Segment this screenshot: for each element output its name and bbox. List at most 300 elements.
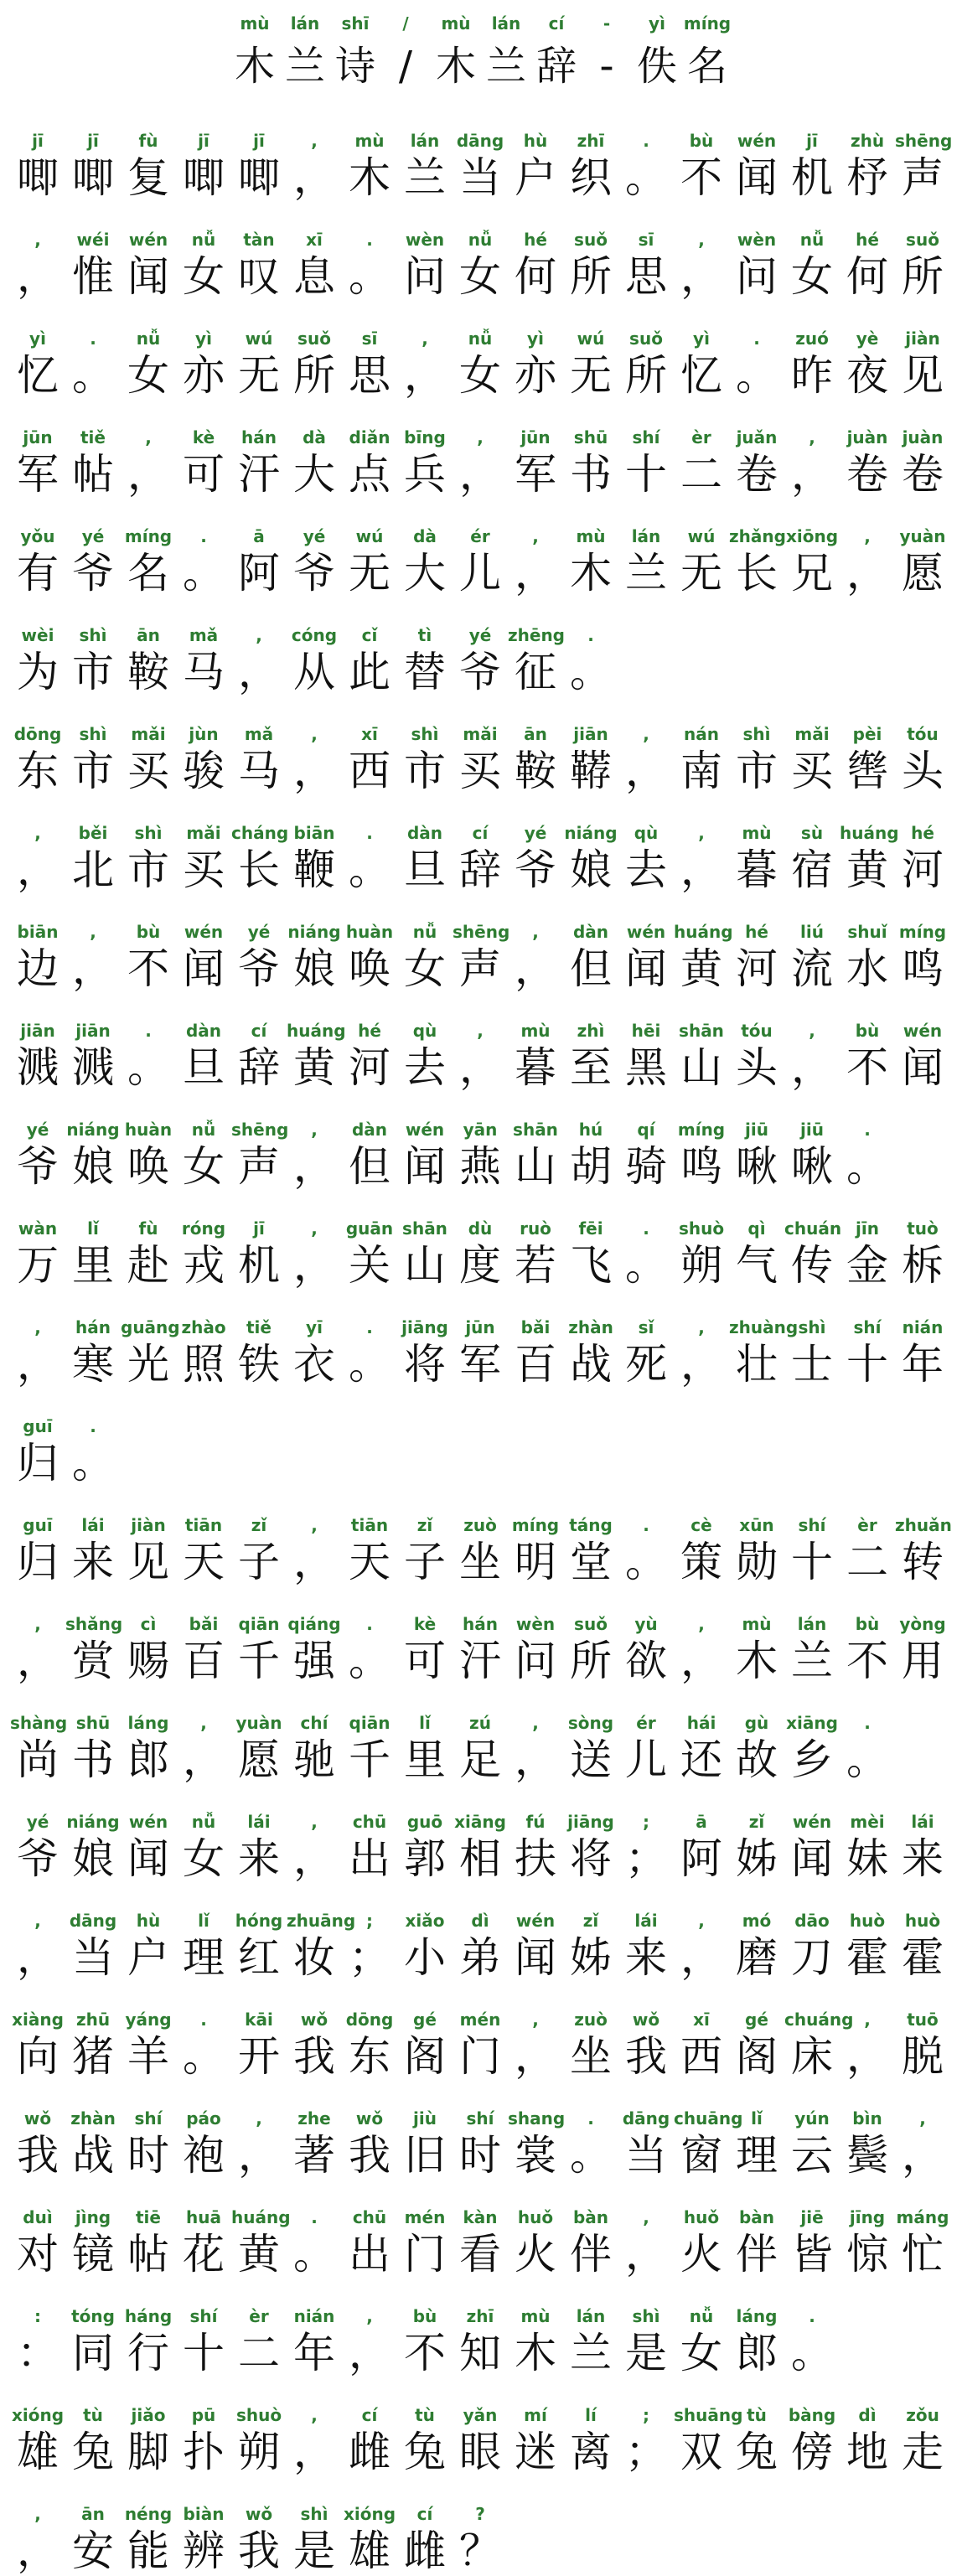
pinyin-label: mù bbox=[520, 2306, 551, 2326]
pinyin-label: yuàn bbox=[899, 526, 946, 546]
pinyin-label: xūn bbox=[739, 1515, 774, 1535]
hanzi-character: 边 bbox=[17, 944, 59, 993]
pinyin-label: qiān bbox=[349, 1713, 390, 1733]
hanzi-character: ， bbox=[238, 648, 280, 696]
title-character: 名 bbox=[686, 43, 727, 90]
pinyin-label: yǒu bbox=[20, 526, 55, 546]
hanzi-character: 衣 bbox=[293, 1340, 335, 1389]
hanzi-character: 扑 bbox=[183, 2428, 225, 2476]
hanzi-character: 但 bbox=[570, 944, 612, 993]
hanzi-character: 忆 bbox=[680, 351, 722, 400]
hanzi-character: 对 bbox=[17, 2230, 59, 2279]
pinyin-label: hé bbox=[856, 230, 879, 250]
hanzi-character: 帖 bbox=[72, 450, 114, 499]
hanzi-character: 霍 bbox=[846, 1933, 888, 1982]
hanzi-character: 来 bbox=[902, 1834, 944, 1883]
pinyin-label: kāi bbox=[245, 2010, 273, 2030]
hanzi-character: 女 bbox=[459, 351, 501, 400]
hanzi-character: 市 bbox=[404, 747, 446, 795]
pinyin-label: èr bbox=[249, 2306, 269, 2326]
hanzi-character: 开 bbox=[238, 2032, 280, 2081]
hanzi-character: 二 bbox=[238, 2329, 280, 2377]
pinyin-label: ān bbox=[81, 2504, 105, 2524]
pinyin-label: zhēng bbox=[508, 625, 565, 645]
pinyin-label: shū bbox=[75, 1713, 111, 1733]
hanzi-character: 见 bbox=[127, 1538, 169, 1586]
pinyin-label: yì bbox=[693, 328, 710, 349]
pinyin-label: wén bbox=[903, 1021, 943, 1041]
hanzi-character: 飞 bbox=[570, 1241, 612, 1290]
hanzi-character: 征 bbox=[515, 648, 556, 696]
pinyin-label: tù bbox=[747, 2405, 767, 2425]
pinyin-label: lǐ bbox=[419, 1713, 431, 1733]
hanzi-character: 赏 bbox=[72, 1637, 114, 1685]
pinyin-label: zhào bbox=[181, 1317, 226, 1337]
pinyin-label: ; bbox=[366, 1911, 373, 1931]
hanzi-character: 所 bbox=[570, 252, 612, 301]
pinyin-label: tuò bbox=[907, 1218, 939, 1239]
hanzi-character: 。 bbox=[183, 2032, 225, 2081]
hanzi-character: 。 bbox=[293, 2230, 335, 2279]
pinyin-label: cí bbox=[472, 823, 489, 843]
pinyin-label: . bbox=[366, 1317, 373, 1337]
pinyin-label: hù bbox=[136, 1911, 161, 1931]
pinyin-label: , bbox=[90, 922, 96, 942]
pinyin-label: ān bbox=[137, 625, 160, 645]
pinyin-label: bàn bbox=[738, 2207, 775, 2227]
hanzi-character: 出 bbox=[349, 1834, 390, 1883]
pinyin-label: bǎi bbox=[189, 1614, 219, 1634]
hanzi-character: 南 bbox=[680, 747, 722, 795]
hanzi-character: 市 bbox=[736, 747, 778, 795]
pinyin-label: tóu bbox=[907, 724, 939, 744]
pinyin-label: niáng bbox=[564, 823, 618, 843]
pinyin-label: shuò bbox=[235, 2405, 282, 2425]
hanzi-character: 戎 bbox=[183, 1241, 225, 1290]
hanzi-character: 阁 bbox=[736, 2032, 778, 2081]
title-pinyin: shī bbox=[341, 13, 370, 34]
hanzi-character: 息 bbox=[293, 252, 335, 301]
pinyin-label: shēng bbox=[453, 922, 510, 942]
pinyin-label: . bbox=[90, 1416, 96, 1436]
hanzi-character: 忆 bbox=[17, 351, 59, 400]
pinyin-label: chuāng bbox=[674, 2108, 743, 2129]
hanzi-character: ， bbox=[293, 1834, 335, 1883]
hanzi-character: 唧 bbox=[238, 153, 280, 202]
hanzi-character: 归 bbox=[17, 1538, 59, 1586]
hanzi-character: 著 bbox=[293, 2131, 335, 2180]
pinyin-label: , bbox=[809, 1021, 815, 1041]
pinyin-label: biān bbox=[293, 823, 335, 843]
pinyin-label: wú bbox=[245, 328, 273, 349]
hanzi-character: 云 bbox=[791, 2131, 833, 2180]
hanzi-character: 送 bbox=[570, 1735, 612, 1784]
pinyin-label: fù bbox=[138, 131, 158, 151]
hanzi-character: 帖 bbox=[127, 2230, 169, 2279]
hanzi-character: 羊 bbox=[127, 2032, 169, 2081]
pinyin-label: jūn bbox=[23, 427, 53, 447]
hanzi-character: 娘 bbox=[570, 846, 612, 894]
hanzi-character: 万 bbox=[17, 1241, 59, 1290]
hanzi-character: 扶 bbox=[515, 1834, 556, 1883]
pinyin-label: shān bbox=[679, 1021, 724, 1041]
hanzi-character: 叹 bbox=[238, 252, 280, 301]
hanzi-character: 小 bbox=[404, 1933, 446, 1982]
pinyin-label: nǚ bbox=[191, 230, 216, 250]
pinyin-label: , bbox=[698, 823, 705, 843]
title-pinyin: mù bbox=[240, 13, 270, 34]
pinyin-label: . bbox=[587, 625, 594, 645]
pinyin-label: shí bbox=[853, 1317, 882, 1337]
pinyin-label: suǒ bbox=[297, 328, 331, 349]
hanzi-character: 赐 bbox=[127, 1637, 169, 1685]
hanzi-character: 欲 bbox=[625, 1637, 667, 1685]
pinyin-label: guān bbox=[345, 1218, 394, 1239]
pinyin-label: cí bbox=[361, 2405, 378, 2425]
pinyin-label: wéi bbox=[76, 230, 110, 250]
pinyin-label: xī bbox=[693, 2010, 710, 2030]
hanzi-character: 弟 bbox=[459, 1933, 501, 1982]
pinyin-label: míng bbox=[898, 922, 947, 942]
pinyin-label: tù bbox=[83, 2405, 103, 2425]
pinyin-label: wǒ bbox=[632, 2010, 660, 2030]
pinyin-label: jiān bbox=[573, 724, 608, 744]
pinyin-label: shí bbox=[466, 2108, 494, 2129]
hanzi-character: 卷 bbox=[902, 450, 944, 499]
pinyin-label: lái bbox=[247, 1812, 271, 1832]
pinyin-label: chuáng bbox=[784, 2010, 854, 2030]
pinyin-label: shí bbox=[189, 2306, 218, 2326]
pinyin-label: , bbox=[145, 427, 152, 447]
pinyin-label: xiāng bbox=[786, 1713, 838, 1733]
pinyin-label: guāng bbox=[121, 1317, 180, 1337]
title-character: 辞 bbox=[535, 43, 577, 90]
hanzi-character: 年 bbox=[902, 1340, 944, 1389]
hanzi-character: 女 bbox=[183, 252, 225, 301]
pinyin-label: , bbox=[311, 1812, 318, 1832]
pinyin-label: mǎ bbox=[244, 724, 274, 744]
hanzi-character: 声 bbox=[238, 1142, 280, 1191]
hanzi-character: 骏 bbox=[183, 747, 225, 795]
hanzi-character: 转 bbox=[902, 1538, 944, 1586]
hanzi-character: 忙 bbox=[902, 2230, 944, 2279]
pinyin-label: ér bbox=[470, 526, 490, 546]
hanzi-character: 霍 bbox=[902, 1933, 944, 1982]
pinyin-label: , bbox=[34, 1614, 41, 1634]
hanzi-character: 无 bbox=[349, 549, 390, 597]
pinyin-label: jūn bbox=[465, 1317, 495, 1337]
hanzi-character: 西 bbox=[349, 747, 390, 795]
hanzi-character: 有 bbox=[17, 549, 59, 597]
hanzi-character: 娘 bbox=[293, 944, 335, 993]
pinyin-label: qiáng bbox=[287, 1614, 341, 1634]
pinyin-label: shì bbox=[300, 2504, 328, 2524]
pinyin-label: , bbox=[864, 2010, 871, 2030]
pinyin-label: . bbox=[145, 1021, 152, 1041]
pinyin-label: pèi bbox=[852, 724, 882, 744]
hanzi-character: 雄 bbox=[349, 2527, 390, 2575]
hanzi-character: 柝 bbox=[902, 1241, 944, 1290]
hanzi-character: 问 bbox=[515, 1637, 556, 1685]
pinyin-label: guī bbox=[23, 1515, 53, 1535]
pinyin-label: míng bbox=[677, 1120, 726, 1140]
hanzi-character: 不 bbox=[846, 1043, 888, 1092]
hanzi-character: 朔 bbox=[680, 1241, 722, 1290]
hanzi-character: 买 bbox=[127, 747, 169, 795]
hanzi-character: 暮 bbox=[736, 846, 778, 894]
pinyin-label: wén bbox=[626, 922, 666, 942]
pinyin-label: yé bbox=[468, 625, 492, 645]
pinyin-label: shì bbox=[742, 724, 771, 744]
hanzi-character: 兄 bbox=[791, 549, 833, 597]
pinyin-label: lǐ bbox=[198, 1911, 209, 1931]
pinyin-label: , bbox=[422, 328, 428, 349]
hanzi-character: 门 bbox=[459, 2032, 501, 2081]
hanzi-character: 向 bbox=[17, 2032, 59, 2081]
hanzi-character: 唧 bbox=[17, 153, 59, 202]
hanzi-character: 户 bbox=[515, 153, 556, 202]
hanzi-character: ， bbox=[17, 1637, 59, 1685]
hanzi-character: 黄 bbox=[846, 846, 888, 894]
pinyin-label: dàn bbox=[572, 922, 609, 942]
pinyin-label: , bbox=[34, 230, 41, 250]
hanzi-character: 离 bbox=[570, 2428, 612, 2476]
title-pinyin: / bbox=[402, 13, 409, 34]
hanzi-character: 妆 bbox=[293, 1933, 335, 1982]
hanzi-character: 闻 bbox=[127, 1834, 169, 1883]
hanzi-character: 名 bbox=[127, 549, 169, 597]
hanzi-character: 河 bbox=[902, 846, 944, 894]
pinyin-label: mǎ bbox=[189, 625, 219, 645]
hanzi-character: ， bbox=[17, 1933, 59, 1982]
hanzi-character: ， bbox=[680, 1933, 722, 1982]
hanzi-character: 去 bbox=[625, 846, 667, 894]
hanzi-character: ， bbox=[293, 1142, 335, 1191]
hanzi-character: ， bbox=[17, 2527, 59, 2575]
hanzi-character: 雌 bbox=[404, 2527, 446, 2575]
pinyin-label: dì bbox=[858, 2405, 877, 2425]
title-pinyin: cí bbox=[548, 13, 565, 34]
pinyin-label: mí bbox=[524, 2405, 547, 2425]
hanzi-character: 鬓 bbox=[846, 2131, 888, 2180]
hanzi-character: ， bbox=[515, 549, 556, 597]
pinyin-label: lán bbox=[797, 1614, 827, 1634]
pinyin-label: zǒu bbox=[906, 2405, 939, 2425]
pinyin-label: pū bbox=[191, 2405, 216, 2425]
hanzi-character: 。 bbox=[349, 1340, 390, 1389]
pinyin-label: hé bbox=[358, 1021, 381, 1041]
hanzi-character: 军 bbox=[17, 450, 59, 499]
pinyin-label: nǚ bbox=[191, 1812, 216, 1832]
hanzi-character: 迷 bbox=[515, 2428, 556, 2476]
hanzi-character: 千 bbox=[349, 1735, 390, 1784]
hanzi-character: 我 bbox=[349, 2131, 390, 2180]
hanzi-character: 所 bbox=[625, 351, 667, 400]
title-pinyin: - bbox=[603, 13, 611, 34]
pinyin-label: dù bbox=[468, 1218, 493, 1239]
hanzi-character: 替 bbox=[404, 648, 446, 696]
hanzi-character: 书 bbox=[570, 450, 612, 499]
pinyin-label: jiān bbox=[75, 1021, 111, 1041]
pinyin-label: dàn bbox=[406, 823, 443, 843]
hanzi-character: ， bbox=[293, 747, 335, 795]
hanzi-character: 寒 bbox=[72, 1340, 114, 1389]
pinyin-label: . bbox=[587, 2108, 594, 2129]
hanzi-character: 理 bbox=[183, 1933, 225, 1982]
pinyin-label: , bbox=[477, 1021, 484, 1041]
pinyin-label: , bbox=[532, 1713, 539, 1733]
pinyin-label: kàn bbox=[463, 2207, 498, 2227]
pinyin-label: shēng bbox=[895, 131, 953, 151]
hanzi-character: 北 bbox=[72, 846, 114, 894]
hanzi-character: 十 bbox=[846, 1340, 888, 1389]
hanzi-character: 猪 bbox=[72, 2032, 114, 2081]
title-character: / bbox=[398, 43, 413, 90]
hanzi-character: 头 bbox=[736, 1043, 778, 1092]
hanzi-character: 百 bbox=[183, 1637, 225, 1685]
pinyin-label: mǎi bbox=[794, 724, 830, 744]
hanzi-character: 雌 bbox=[349, 2428, 390, 2476]
hanzi-character: 天 bbox=[183, 1538, 225, 1586]
pinyin-label: yè bbox=[856, 328, 879, 349]
hanzi-character: 。 bbox=[570, 2131, 612, 2180]
pinyin-label: ér bbox=[636, 1713, 656, 1733]
pinyin-label: míng bbox=[124, 526, 173, 546]
hanzi-character: 娘 bbox=[72, 1834, 114, 1883]
pinyin-label: . bbox=[864, 1120, 871, 1140]
hanzi-character: 闻 bbox=[625, 944, 667, 993]
pinyin-label: shí bbox=[134, 2108, 163, 2129]
hanzi-character: 明 bbox=[515, 1538, 556, 1586]
pinyin-label: wén bbox=[515, 1911, 556, 1931]
pinyin-label: hái bbox=[686, 1713, 716, 1733]
pinyin-label: yì bbox=[29, 328, 46, 349]
pinyin-label: wén bbox=[737, 131, 777, 151]
hanzi-character: 十 bbox=[625, 450, 667, 499]
pinyin-label: wú bbox=[577, 328, 605, 349]
pinyin-label: nǚ bbox=[689, 2306, 714, 2326]
title-pinyin: lán bbox=[491, 13, 521, 34]
pinyin-label: yǎn bbox=[463, 2405, 498, 2425]
hanzi-character: 东 bbox=[17, 747, 59, 795]
hanzi-character: ； bbox=[625, 2428, 667, 2476]
hanzi-character: 不 bbox=[846, 1637, 888, 1685]
hanzi-character: 何 bbox=[515, 252, 556, 301]
pinyin-label: wǒ bbox=[355, 2108, 384, 2129]
pinyin-label: suǒ bbox=[574, 230, 608, 250]
pinyin-label: , bbox=[477, 427, 484, 447]
pinyin-label: shān bbox=[402, 1218, 447, 1239]
hanzi-character: 度 bbox=[459, 1241, 501, 1290]
hanzi-character: 我 bbox=[17, 2131, 59, 2180]
hanzi-character: 燕 bbox=[459, 1142, 501, 1191]
hanzi-character: 无 bbox=[238, 351, 280, 400]
hanzi-character: 杼 bbox=[846, 153, 888, 202]
hanzi-character: 河 bbox=[349, 1043, 390, 1092]
hanzi-character: 点 bbox=[349, 450, 390, 499]
hanzi-character: 郎 bbox=[736, 2329, 778, 2377]
pinyin-label: dì bbox=[471, 1911, 489, 1931]
hanzi-character: 骑 bbox=[625, 1142, 667, 1191]
title-character: 诗 bbox=[334, 43, 375, 90]
pinyin-label: lái bbox=[911, 1812, 934, 1832]
pinyin-label: biān bbox=[17, 922, 59, 942]
hanzi-character: 马 bbox=[238, 747, 280, 795]
hanzi-character: 大 bbox=[293, 450, 335, 499]
title-character: - bbox=[599, 43, 614, 90]
hanzi-character: 女 bbox=[183, 1142, 225, 1191]
hanzi-character: 水 bbox=[846, 944, 888, 993]
pinyin-label: tàn bbox=[243, 230, 275, 250]
pinyin-label: guō bbox=[406, 1812, 443, 1832]
hanzi-character: 鞭 bbox=[293, 846, 335, 894]
hanzi-character: 花 bbox=[183, 2230, 225, 2279]
hanzi-character: 铁 bbox=[238, 1340, 280, 1389]
title-character: 兰 bbox=[284, 43, 325, 90]
pinyin-label: cǐ bbox=[361, 625, 378, 645]
pinyin-label: dāng bbox=[456, 131, 504, 151]
pinyin-label: mù bbox=[742, 1614, 772, 1634]
pinyin-label: zǐ bbox=[748, 1812, 765, 1832]
pinyin-label: niáng bbox=[66, 1120, 120, 1140]
pinyin-label: shì bbox=[79, 625, 107, 645]
pinyin-label: biàn bbox=[183, 2504, 225, 2524]
hanzi-character: 闻 bbox=[902, 1043, 944, 1092]
hanzi-character: ， bbox=[459, 450, 501, 499]
hanzi-character: 雄 bbox=[17, 2428, 59, 2476]
pinyin-label: xióng bbox=[343, 2504, 396, 2524]
hanzi-character: 年 bbox=[293, 2329, 335, 2377]
pinyin-label: zhàn bbox=[70, 2108, 116, 2129]
pinyin-label: yì bbox=[195, 328, 212, 349]
hanzi-character: 赴 bbox=[127, 1241, 169, 1290]
hanzi-character: ， bbox=[625, 2230, 667, 2279]
hanzi-character: 。 bbox=[349, 846, 390, 894]
pinyin-label: zhuǎn bbox=[895, 1515, 952, 1535]
pinyin-label: hán bbox=[463, 1614, 498, 1634]
pinyin-label: jīng bbox=[849, 2207, 886, 2227]
pinyin-label: nǚ bbox=[412, 922, 437, 942]
pinyin-label: . bbox=[200, 2010, 207, 2030]
pinyin-label: páo bbox=[186, 2108, 221, 2129]
hanzi-character: 所 bbox=[902, 252, 944, 301]
pinyin-label: yún bbox=[794, 2108, 830, 2129]
hanzi-character: 足 bbox=[459, 1735, 501, 1784]
hanzi-character: 闻 bbox=[736, 153, 778, 202]
hanzi-character: 照 bbox=[183, 1340, 225, 1389]
hanzi-character: 袍 bbox=[183, 2131, 225, 2180]
pinyin-label: nǚ bbox=[799, 230, 825, 250]
pinyin-label: cè bbox=[690, 1515, 712, 1535]
hanzi-character: ， bbox=[349, 2329, 390, 2377]
hanzi-character: 女 bbox=[127, 351, 169, 400]
pinyin-label: ān bbox=[524, 724, 547, 744]
pinyin-label: jī bbox=[253, 1218, 265, 1239]
pinyin-label: jiē bbox=[800, 2207, 824, 2227]
pinyin-label: hú bbox=[578, 1120, 603, 1140]
hanzi-character: 黄 bbox=[680, 944, 722, 993]
pinyin-label: jiān bbox=[20, 1021, 55, 1041]
pinyin-label: qiān bbox=[238, 1614, 280, 1634]
hanzi-character: 知 bbox=[459, 2329, 501, 2377]
hanzi-character: 市 bbox=[127, 846, 169, 894]
hanzi-character: 同 bbox=[72, 2329, 114, 2377]
pinyin-label: huàn bbox=[124, 1120, 173, 1140]
hanzi-character: 惊 bbox=[846, 2230, 888, 2279]
hanzi-character: 眼 bbox=[459, 2428, 501, 2476]
hanzi-character: ， bbox=[293, 1241, 335, 1290]
hanzi-character: 唤 bbox=[349, 944, 390, 993]
